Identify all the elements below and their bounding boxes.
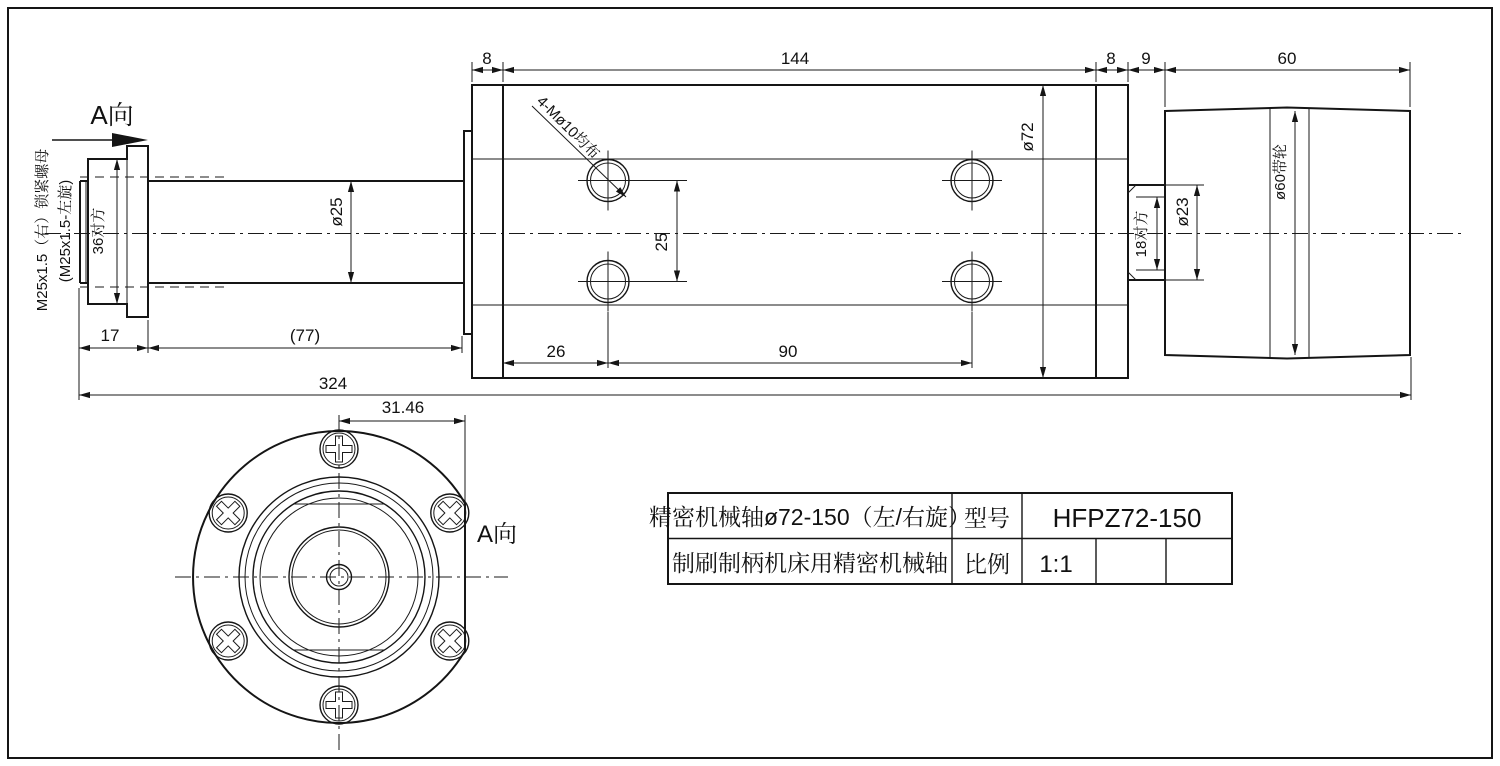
body-block bbox=[503, 85, 1096, 378]
screw bbox=[431, 622, 469, 660]
dim-17: 17 bbox=[100, 326, 120, 345]
dim-8-rear: 8 bbox=[1106, 49, 1116, 68]
holes-note: 4-Mø10均布 bbox=[533, 92, 603, 163]
screw bbox=[209, 622, 247, 660]
scale-value: 1:1 bbox=[1039, 551, 1073, 578]
nut-labels bbox=[33, 149, 74, 312]
sheet-border bbox=[8, 8, 1492, 758]
nut-label-1: M25x1.5（右）锁紧螺母 bbox=[34, 148, 51, 312]
dim-60: 60 bbox=[1277, 49, 1297, 68]
centerlines bbox=[45, 234, 1462, 751]
holes-leader bbox=[532, 93, 626, 197]
scale-label: 比例 bbox=[964, 551, 1010, 577]
screw bbox=[209, 494, 247, 532]
model-value: HFPZ72-150 bbox=[1052, 503, 1202, 533]
dim-324: 324 bbox=[318, 374, 348, 393]
front-view bbox=[193, 398, 517, 724]
nut-label-2: (M25x1.5-左旋) bbox=[57, 179, 74, 283]
title-description-2: 制刷制柄机床用精密机械轴 bbox=[672, 550, 948, 576]
view-a-label: A向 bbox=[90, 100, 134, 130]
dim-25-holes: 25 bbox=[652, 232, 671, 252]
spigot-disc bbox=[464, 131, 472, 334]
shaft-section bbox=[148, 131, 472, 334]
view-a-arrow-head bbox=[112, 133, 148, 147]
dim-dia-72: ø72 bbox=[1018, 122, 1037, 152]
dim-144: 144 bbox=[780, 49, 810, 68]
dimensions-vertical bbox=[90, 85, 1295, 378]
dim-31-46: 31.46 bbox=[381, 398, 425, 417]
view-direction-arrow bbox=[52, 100, 148, 147]
model-label: 型号 bbox=[964, 505, 1010, 531]
dimensions-top bbox=[472, 49, 1410, 107]
front-view-label: A向 bbox=[476, 521, 518, 548]
dim-9: 9 bbox=[1141, 49, 1151, 68]
title-description-1: 精密机械轴ø72-150（左/右旋） bbox=[648, 504, 972, 530]
dim-dia-23: ø23 bbox=[1173, 197, 1192, 227]
hole-bottom-right bbox=[942, 252, 1002, 312]
mounting-holes bbox=[578, 151, 1002, 312]
title-block bbox=[649, 493, 1232, 584]
dim-90: 90 bbox=[778, 342, 798, 361]
screw bbox=[431, 494, 469, 532]
dim-36-flats: 36对方 bbox=[90, 207, 107, 255]
dim-8-front: 8 bbox=[482, 49, 492, 68]
rear-plate bbox=[1096, 85, 1128, 378]
hole-bottom-left bbox=[578, 252, 638, 312]
dim-77: (77) bbox=[289, 326, 321, 345]
dim-dia-25: ø25 bbox=[327, 197, 346, 227]
dim-18-flats: 18对方 bbox=[1133, 210, 1150, 258]
dim-pulley: ø60带轮 bbox=[1272, 144, 1289, 200]
dim-26: 26 bbox=[546, 342, 566, 361]
front-plate bbox=[472, 85, 503, 378]
